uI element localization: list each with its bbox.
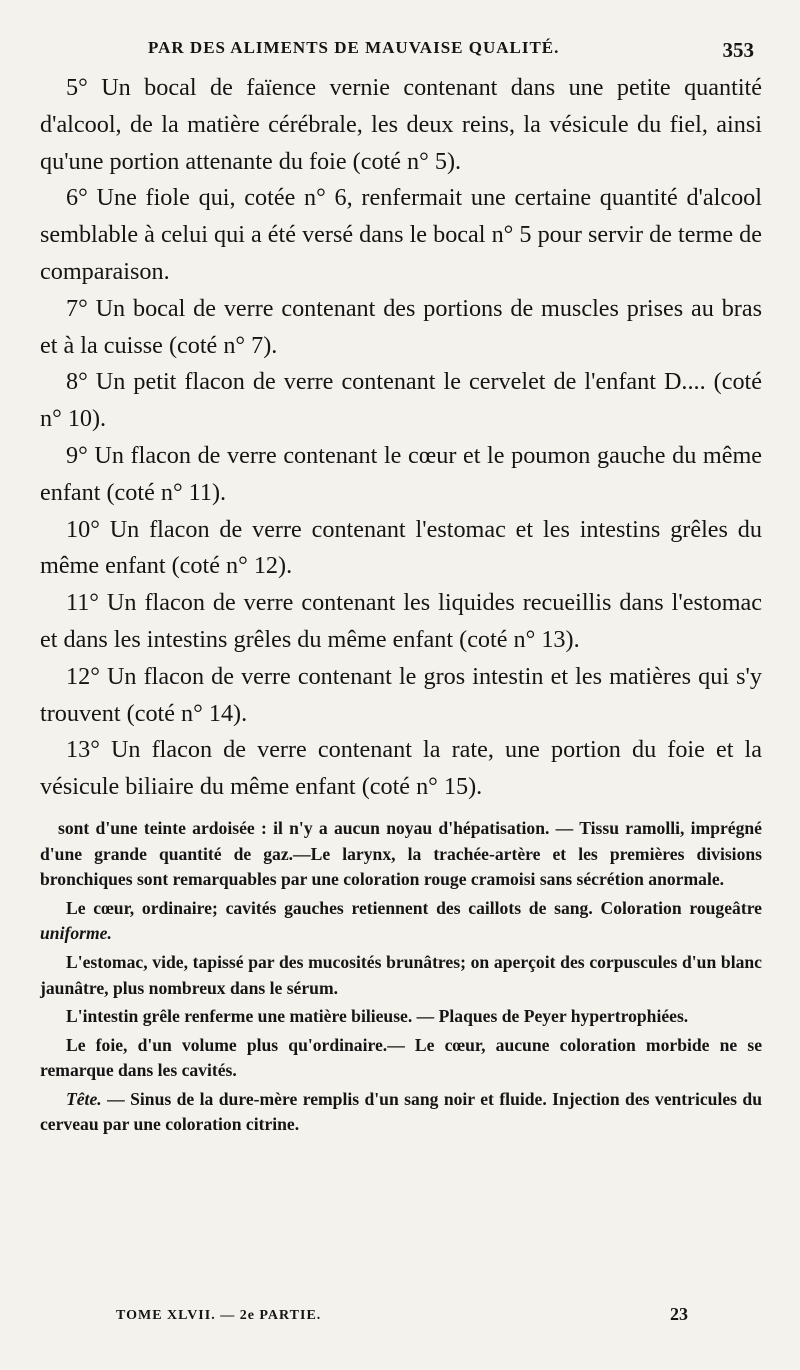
list-item: 12° Un flacon de verre contenant le gros intestin et les matières qui s'y trouvent (coté n° 14).	[40, 662, 762, 727]
page-number: 353	[722, 38, 754, 62]
volume-line: TOME XLVII. — 2e PARTIE.	[116, 1308, 322, 1323]
list-item: 6° Une fiole qui, cotée n° 6, renfermait une certaine quantité d'alcool semblable à celui qui a été versé dans le bocal n° 5 pour servir de terme de comparaison.	[40, 184, 762, 285]
list-item: 10° Un flacon de verre contenant l'estomac et les intestins grêles du même enfant (coté n° 12).	[40, 515, 762, 580]
list-item: 11° Un flacon de verre contenant les liquides recueillis dans l'estomac et dans les intestins grêles du même enfant (coté n° 13).	[40, 589, 762, 653]
list-item: 8° Un petit flacon de verre contenant le cervelet de l'enfant D.... (coté n° 10).	[40, 368, 762, 433]
item-list	[40, 70, 762, 806]
running-title: PAR DES ALIMENTS DE MAUVAISE QUALITÉ.	[148, 38, 560, 57]
note-paragraph	[40, 896, 762, 947]
autopsy-notes	[40, 816, 762, 1138]
note-paragraph: Le foie, d'un volume plus qu'ordinaire.— Le cœur, aucune coloration morbide ne se remarque dans les cavités.	[40, 1034, 762, 1081]
list-item: 9° Un flacon de verre contenant le cœur et le poumon gauche du même enfant (coté n° 11).	[40, 441, 762, 506]
list-item: 13° Un flacon de verre contenant la rate, une portion du foie et la vésicule biliaire du même enfant (coté n° 15).	[40, 736, 762, 801]
note-paragraph: L'intestin grêle renferme une matière bilieuse. — Plaques de Peyer hypertrophiées.	[66, 1006, 689, 1027]
note-paragraph	[40, 1087, 762, 1138]
list-item: 7° Un bocal de verre contenant des portions de muscles prises au bras et à la cuisse (coté n° 7).	[40, 294, 762, 359]
note-text: Le cœur, ordinaire; cavités gauches retiennent des caillots de sang. Coloration rougeâtre	[66, 897, 762, 918]
note-text: — Sinus de la dure-mère remplis d'un sang noir et fluide. Injection des ventricules du cerveau par une coloration citrine.	[40, 1088, 762, 1135]
signature-mark: 23	[670, 1304, 688, 1324]
note-emphasis: Tête.	[66, 1088, 102, 1109]
page-footer	[116, 1304, 688, 1324]
note-emphasis: uniforme.	[40, 923, 112, 944]
list-item: 5° Un bocal de faïence vernie contenant dans une petite quantité d'alcool, de la matière cérébrale, les deux reins, la vésicule du fiel, ainsi qu'une portion attenante du foie (coté n° 5).	[40, 74, 762, 175]
note-paragraph: sont d'une teinte ardoisée : il n'y a aucun noyau d'hépatisation. — Tissu ramolli, imprégné d'une grande quantité de gaz.—Le larynx, la trachée-artère et les premières divisions bronchiques sont remarquables par une coloration rouge cramoisi sans sécrétion anormale.	[40, 817, 762, 890]
running-head	[40, 30, 762, 70]
note-paragraph: L'estomac, vide, tapissé par des mucosités brunâtres; on aperçoit des corpuscules d'un blanc jaunâtre, plus nombreux dans le sérum.	[40, 951, 762, 998]
